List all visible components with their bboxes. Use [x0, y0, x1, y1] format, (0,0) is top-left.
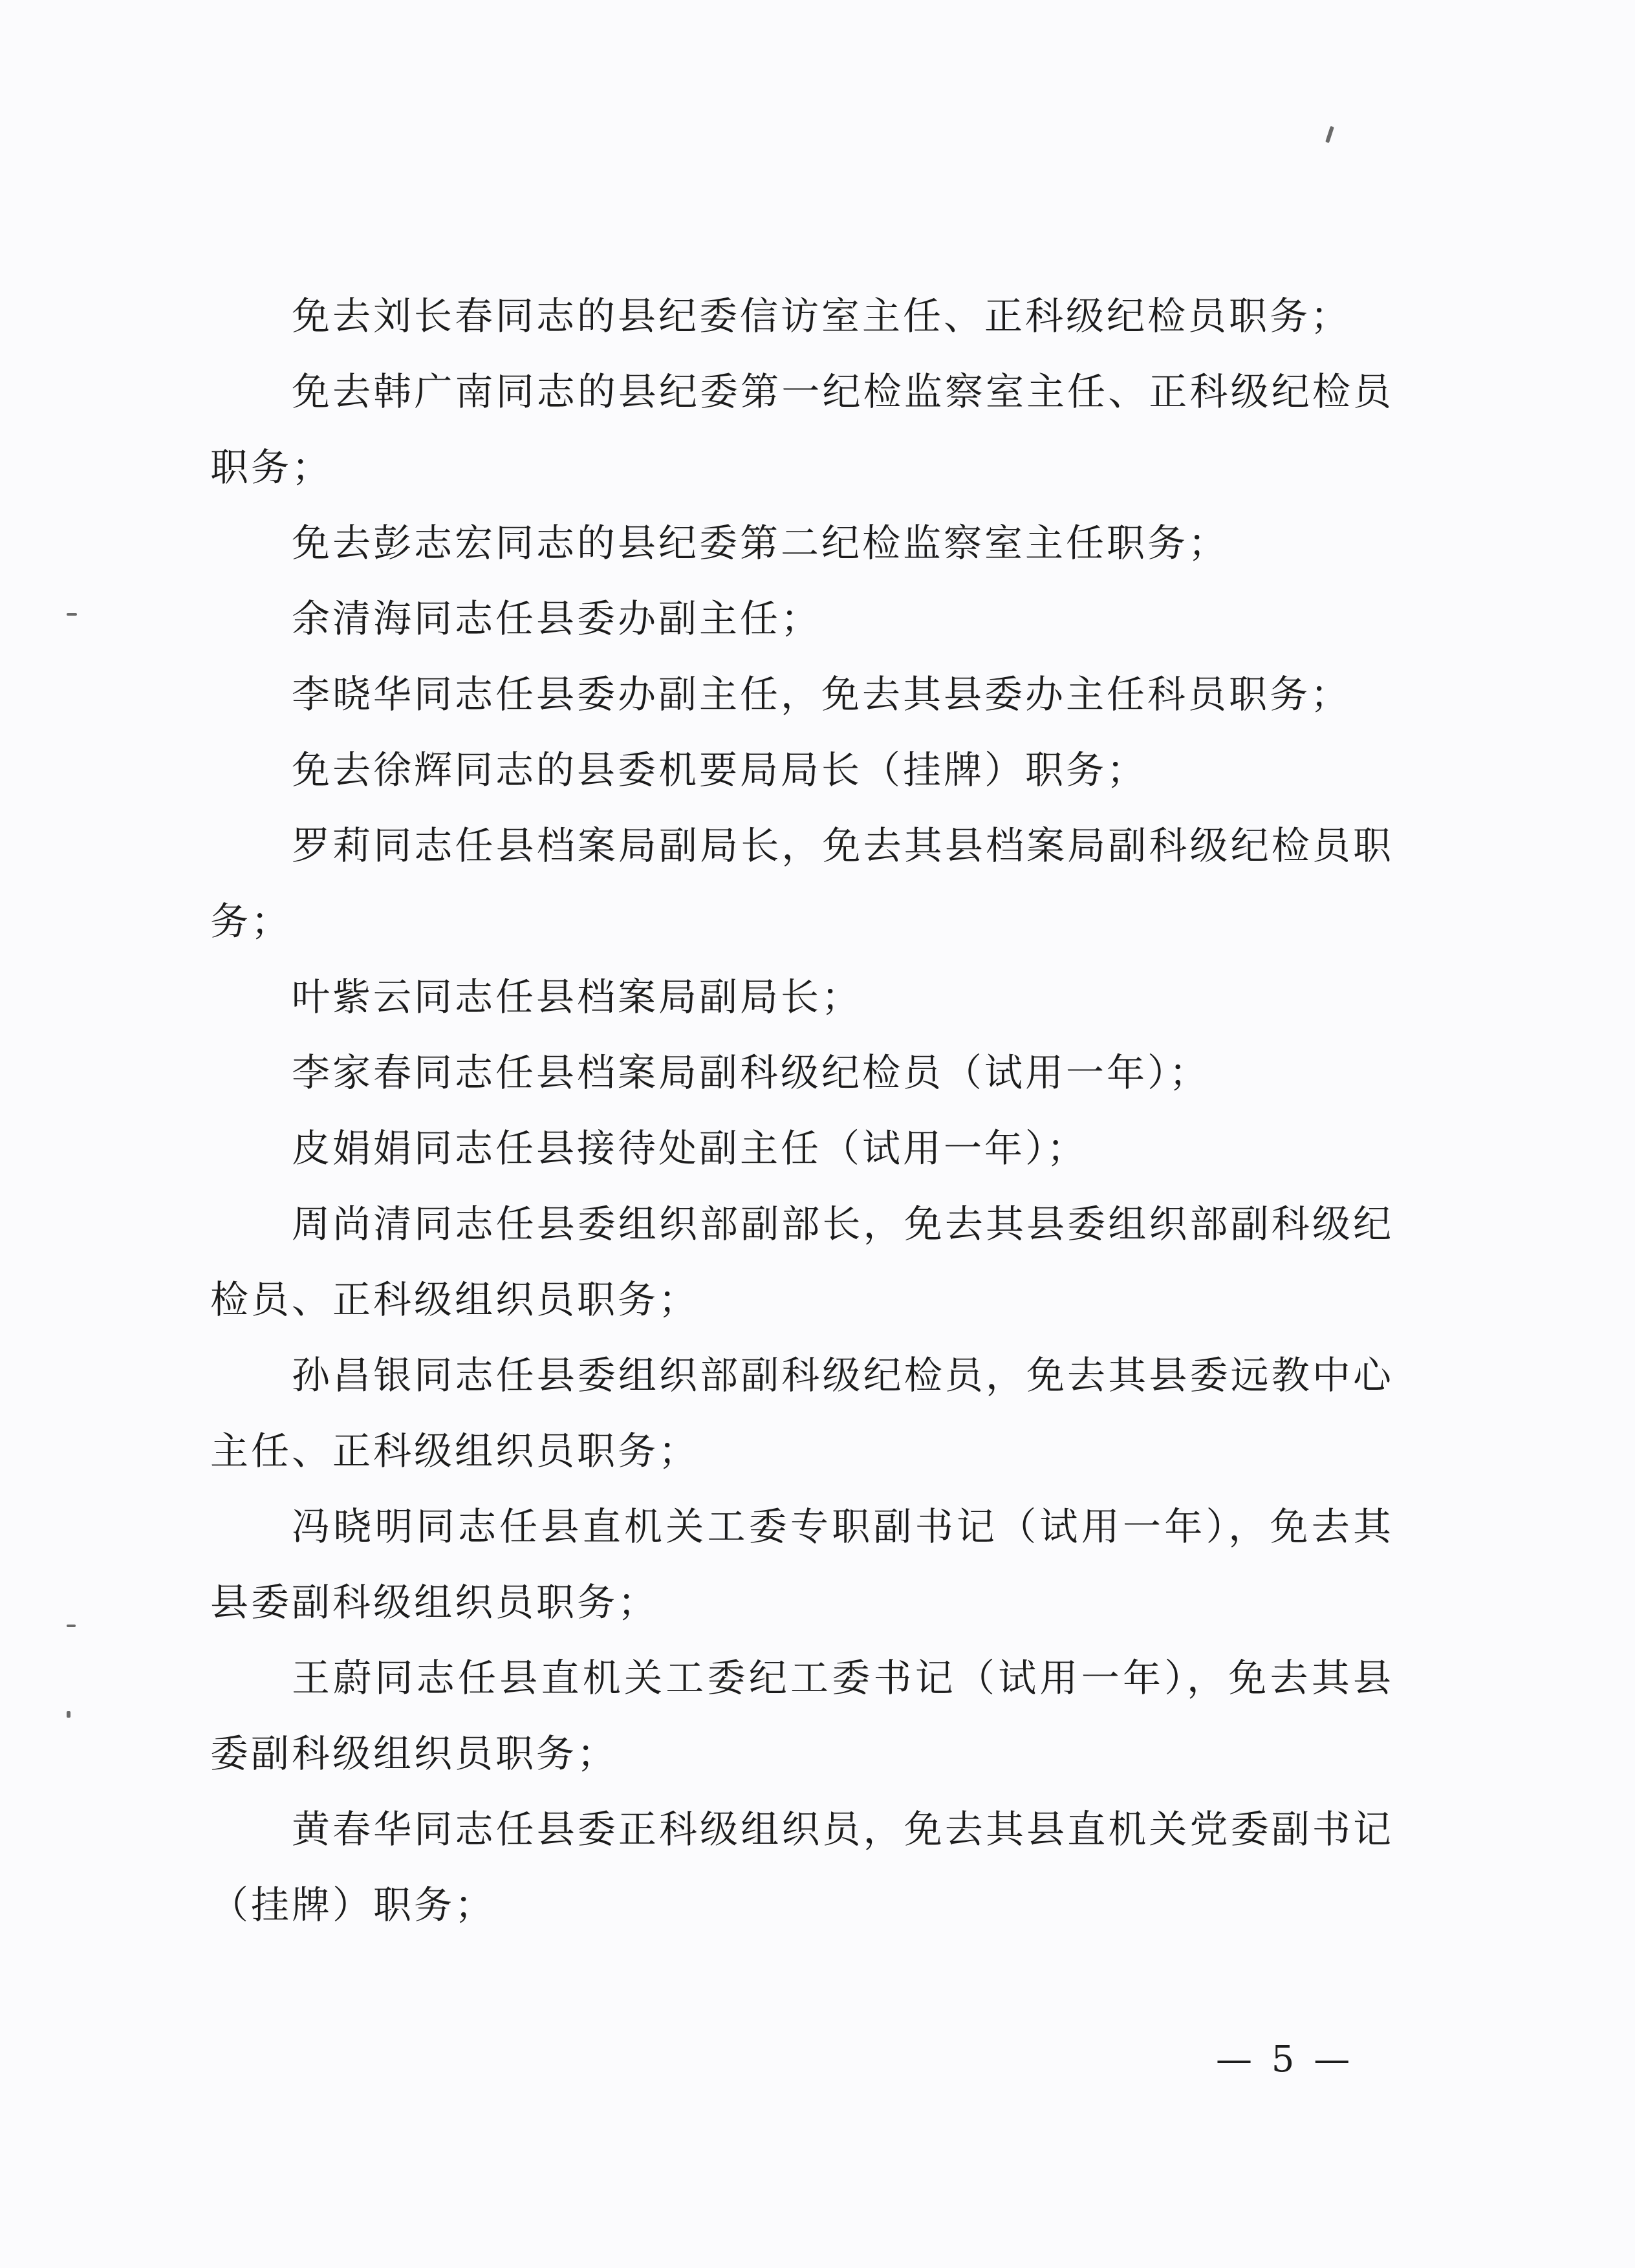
paragraph: 叶紫云同志任县档案局副局长； — [292, 975, 863, 1019]
paragraph: 免去刘长春同志的县纪委信访室主任、正科级纪检员职务； — [292, 294, 1352, 338]
paragraph: 罗莉同志任县档案局副局长，免去其县档案局副科级纪检员职务； — [210, 823, 1394, 944]
paragraph: 免去徐辉同志的县委机要局局长（挂牌）职务； — [292, 748, 1148, 792]
page-number: — 5 — — [1216, 2038, 1354, 2080]
paragraph: 周尚清同志任县委组织部副部长，免去其县委组织部副科级纪检员、正科级组织员职务； — [210, 1202, 1394, 1322]
paragraph: 孙昌银同志任县委组织部副科级纪检员，免去其县委远教中心主任、正科级组织员职务； — [210, 1353, 1394, 1473]
scan-speck — [67, 1625, 76, 1627]
scan-speck — [67, 1711, 70, 1718]
paragraph: 李家春同志任县档案局副科级纪检员（试用一年）； — [292, 1050, 1210, 1095]
document-body — [210, 278, 1394, 1943]
scan-speck — [67, 613, 77, 616]
paragraph: 黄春华同志任县委正科级组织员，免去其县直机关党委副书记（挂牌）职务； — [210, 1807, 1394, 1927]
paragraph: 免去韩广南同志的县纪委第一纪检监察室主任、正科级纪检员职务； — [210, 369, 1394, 490]
scan-speck — [1325, 126, 1334, 144]
paragraph: 王蔚同志任县直机关工委纪工委书记（试用一年），免去其县委副科级组织员职务； — [210, 1656, 1394, 1776]
paragraph: 免去彭志宏同志的县纪委第二纪检监察室主任职务； — [292, 521, 1229, 565]
paragraph: 余清海同志任县委办副主任； — [292, 596, 822, 641]
paragraph: 皮娟娟同志任县接待处副主任（试用一年）； — [292, 1126, 1088, 1171]
paragraph: 冯晓明同志任县直机关工委专职副书记（试用一年），免去其县委副科级组织员职务； — [210, 1504, 1394, 1625]
paragraph: 李晓华同志任县委办副主任，免去其县委办主任科员职务； — [292, 672, 1352, 717]
